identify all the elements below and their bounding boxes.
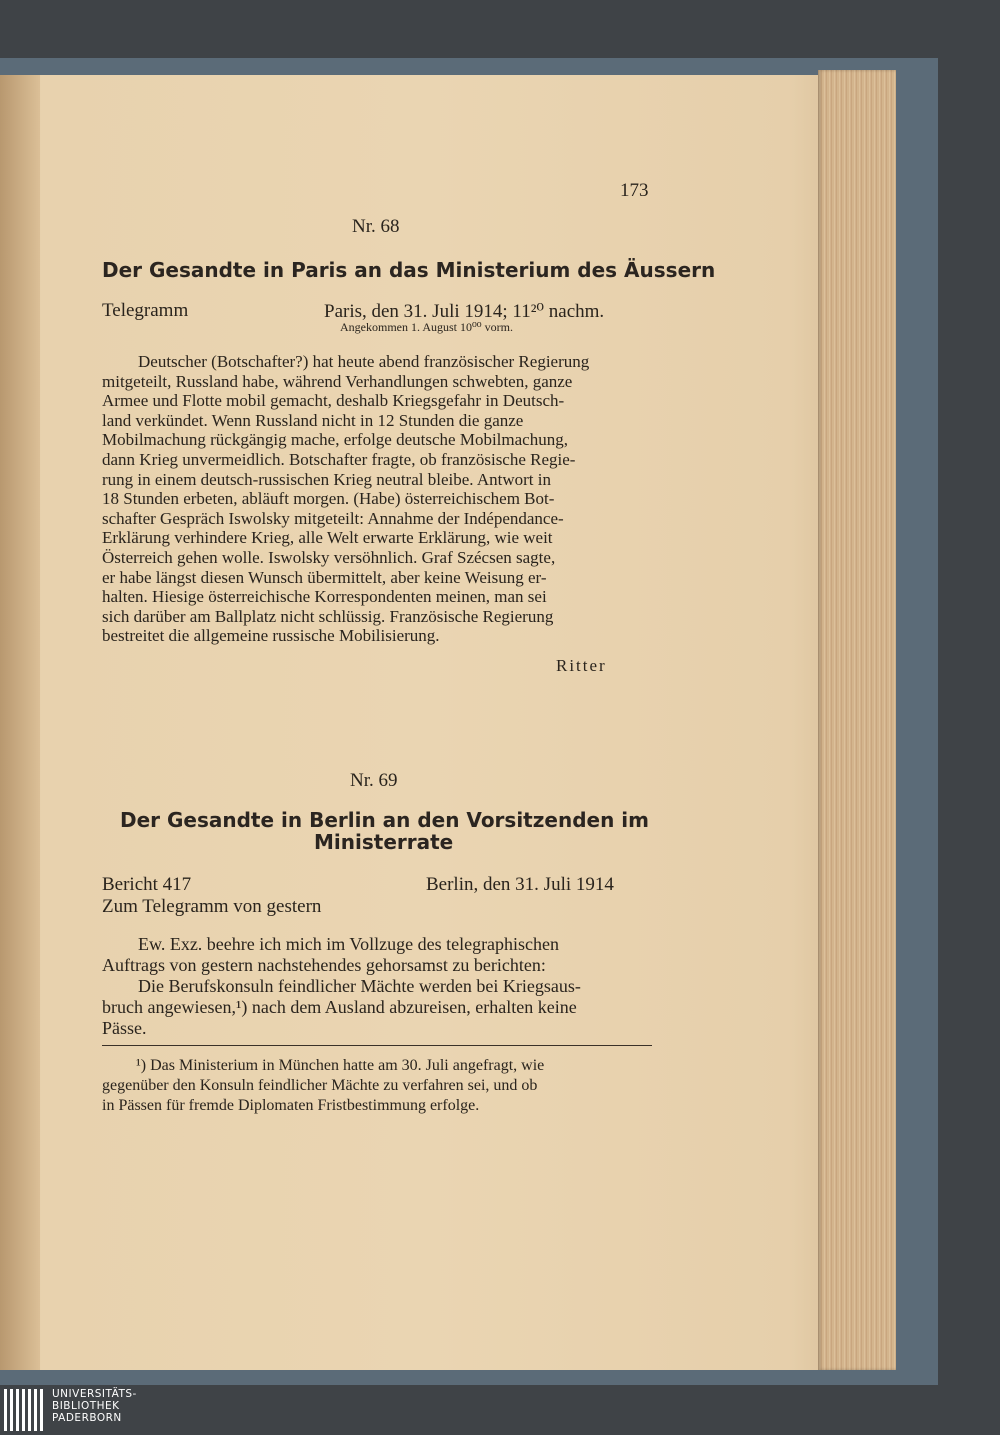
doc68-line-8: 18 Stunden erbeten, abläuft morgen. (Habe) österreichischem Bot- (102, 489, 555, 509)
doc69-p2-line-1: Die Berufskonsuln feindlicher Mächte werden bei Kriegsaus- (138, 976, 581, 996)
doc69-p1-line-1: Ew. Exz. beehre ich mich im Vollzuge des telegraphischen (138, 934, 560, 954)
doc68-line-1: Deutscher (Botschafter?) hat heute abend französischer Regierung (138, 352, 590, 371)
doc68-line-5: Mobilmachung rückgängig mache, erfolge deutsche Mobilmachung, (102, 430, 568, 450)
doc69-report: Bericht 417 (102, 874, 192, 895)
doc68-heading: Der Gesandte in Paris an das Ministerium des Äussern (102, 258, 716, 282)
library-logo-line3: PADERBORN (52, 1412, 122, 1424)
doc68-dateline: Paris, den 31. Juli 1914; 11²⁰ nachm. (324, 301, 605, 322)
doc68-line-11: Österreich gehen wolle. Iswolsky versöhnlich. Graf Szécsen sagte, (102, 547, 556, 567)
library-logo-line2: BIBLIOTHEK (52, 1400, 120, 1412)
doc68-line-15: bestreitet die allgemeine russische Mobilisierung. (102, 626, 440, 646)
footnote-line-2: gegenüber den Konsuln feindlicher Mächte zu verfahren sei, und ob (102, 1077, 538, 1094)
doc68-line-13: halten. Hiesige österreichische Korrespondenten meinen, man sei (102, 587, 547, 607)
page-gutter (0, 75, 40, 1370)
doc68-signature: Ritter (556, 656, 607, 675)
doc68-line-10: Erklärung verhindere Krieg, alle Welt erwarte Erklärung, wie weit (102, 528, 553, 548)
doc69-heading-line1: Der Gesandte in Berlin an den Vorsitzenden im (120, 808, 649, 832)
doc69-number: Nr. 69 (350, 770, 398, 791)
doc68-line-9: schafter Gespräch Iswolsky mitgeteilt: Annahme der Indépendance- (102, 508, 564, 528)
footnote-line-3: in Pässen für fremde Diplomaten Fristbestimmung erfolge. (102, 1097, 480, 1114)
page-edges (818, 70, 896, 1370)
doc69-dateline: Berlin, den 31. Juli 1914 (426, 874, 614, 895)
library-logo-icon (4, 1389, 48, 1431)
doc68-body (102, 352, 654, 646)
library-logo (0, 1385, 1000, 1435)
page-number: 173 (620, 180, 649, 201)
doc68-number: Nr. 68 (352, 216, 400, 237)
footnote-rule (102, 1045, 652, 1046)
doc68-received: Angekommen 1. August 10⁰⁰ vorm. (340, 320, 513, 334)
doc68-line-7: rung in einem deutsch-russischen Krieg neutral bleibe. Antwort in (102, 469, 551, 489)
library-logo-line1: UNIVERSITÄTS- (52, 1388, 137, 1400)
doc68-line-6: dann Krieg unvermeidlich. Botschafter fragte, ob französische Regie- (102, 449, 576, 469)
doc69-reference: Zum Telegramm von gestern (102, 896, 322, 917)
doc68-line-12: er habe längst diesen Wunsch übermittelt, aber keine Weisung er- (102, 567, 547, 587)
doc69-heading-line2: Ministerrate (314, 830, 454, 854)
doc69-body (102, 934, 654, 1039)
doc69-p2-line-2: bruch angewiesen,¹) nach dem Ausland abzureisen, erhalten keine (102, 997, 577, 1017)
doc68-line-2: mitgeteilt, Russland habe, während Verhandlungen schwebten, ganze (102, 371, 573, 391)
footnote (102, 1056, 654, 1116)
doc68-line-4: land verkündet. Wenn Russland nicht in 12 Stunden die ganze (102, 410, 524, 430)
footnote-line-1: ¹) Das Ministerium in München hatte am 30. Juli angefragt, wie (136, 1057, 545, 1074)
doc69-p1-line-2: Auftrags von gestern nachstehendes gehorsamst zu berichten: (102, 955, 546, 975)
doc68-type: Telegramm (102, 300, 189, 321)
doc69-p2-line-3: Pässe. (102, 1018, 147, 1038)
doc68-line-14: sich darüber am Ballplatz nicht schlüssig. Französische Regierung (102, 606, 554, 626)
doc68-line-3: Armee und Flotte mobil gemacht, deshalb Kriegsgefahr in Deutsch- (102, 391, 565, 411)
